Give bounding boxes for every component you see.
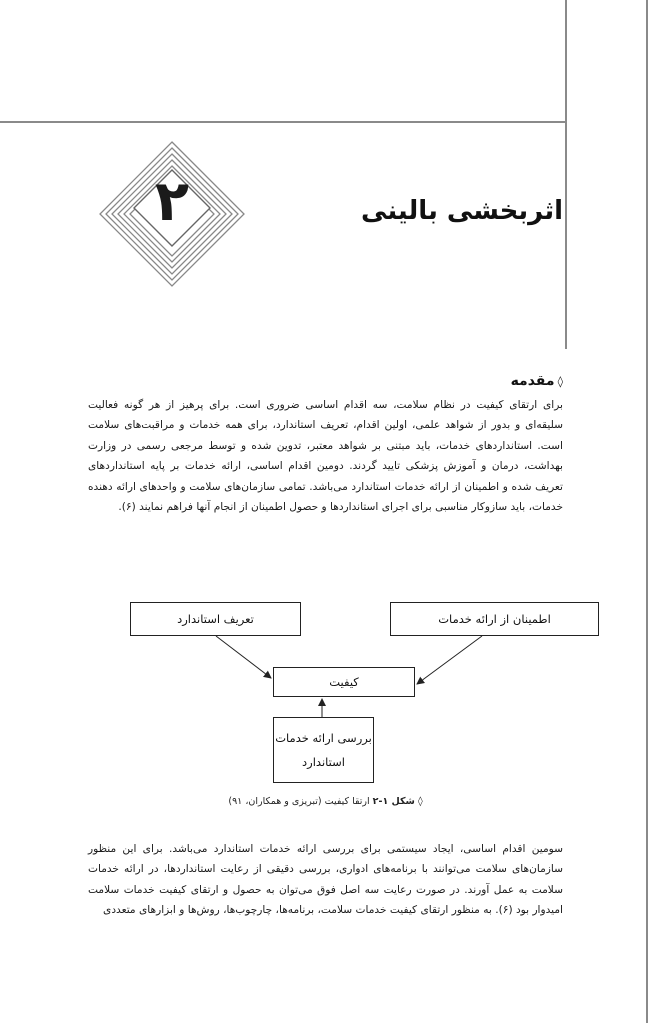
chapter-horizontal-rule (0, 121, 567, 123)
top-vertical-rule (565, 0, 567, 122)
box-service-assurance: اطمینان از ارائه خدمات (390, 602, 599, 636)
intro-paragraph: برای ارتقای کیفیت در نظام سلامت، سه اقدام اساسی ضروری است. برای پرهیز از هر گونه فعالیت سلیقه‌ای و بدور از شواهد علمی، اولین اقدام، تعریف استاندارد، برای همه خدمات و مراقبت‌های سلامت است. استانداردهای خدمات، باید مبتنی بر شواهد معتبر، تدوین شده و توسط مرجعی رسمی در وزارت بهداشت، درمان و آموزش پزشکی تایید گردند. دومین اقدام اساسی، ارائه خدمات بر پایه استانداردهای تعریف شده و اطمینان از ارائه خدمات استاندارد می‌باشد. تمامی سازمان‌های سلامت و واحدهای ارائه دهنده خدمات، باید سازوکار مناسبی برای اجرای استانداردها و حصول اطمینان از انجام آنها فراهم نمایند (۶). (88, 399, 563, 514)
section-heading-text: مقدمه (510, 373, 555, 389)
box-define-standard: تعریف استاندارد (130, 602, 301, 636)
diamond-bullet-icon: ◊ (417, 796, 423, 807)
box-review-line2: استاندارد (302, 755, 345, 769)
chapter-title: اثربخشی بالینی (361, 196, 563, 226)
chapter-vertical-rule (565, 121, 567, 349)
box-service-review (273, 717, 374, 783)
box-quality: کیفیت (273, 667, 415, 697)
figure-caption-text: ارتقا کیفیت (تبریزی و همکاران، ۹۱) (228, 796, 370, 807)
third-step-paragraph: سومین اقدام اساسی، ایجاد سیستمی برای بررسی ارائه خدمات استاندارد می‌باشد. برای این منظور سازمان‌های سلامت می‌توانند با برنامه‌های ادواری، بررسی دقیقی از رعایت استانداردها، در ارائه خدمات سلامت به عمل آورند. در صورت رعایت سه اصل فوق می‌توان به حصول و ارتقای کیفیت خدمات سلامت امیدوار بود (۶). به منظور ارتقای کیفیت خدمات سلامت، برنامه‌ها، چارچوب‌ها، روش‌ها و ابزارهای متعددی (88, 843, 563, 917)
box-review-line1: بررسی ارائه خدمات (275, 731, 372, 745)
page-edge-rule (646, 0, 648, 1023)
diamond-bullet-icon: ◊ (557, 375, 563, 388)
figure-label: شکل ۱-۲ (372, 796, 415, 807)
figure-caption (0, 796, 651, 807)
section-heading (511, 373, 563, 389)
chapter-number: ۲ (154, 169, 190, 234)
